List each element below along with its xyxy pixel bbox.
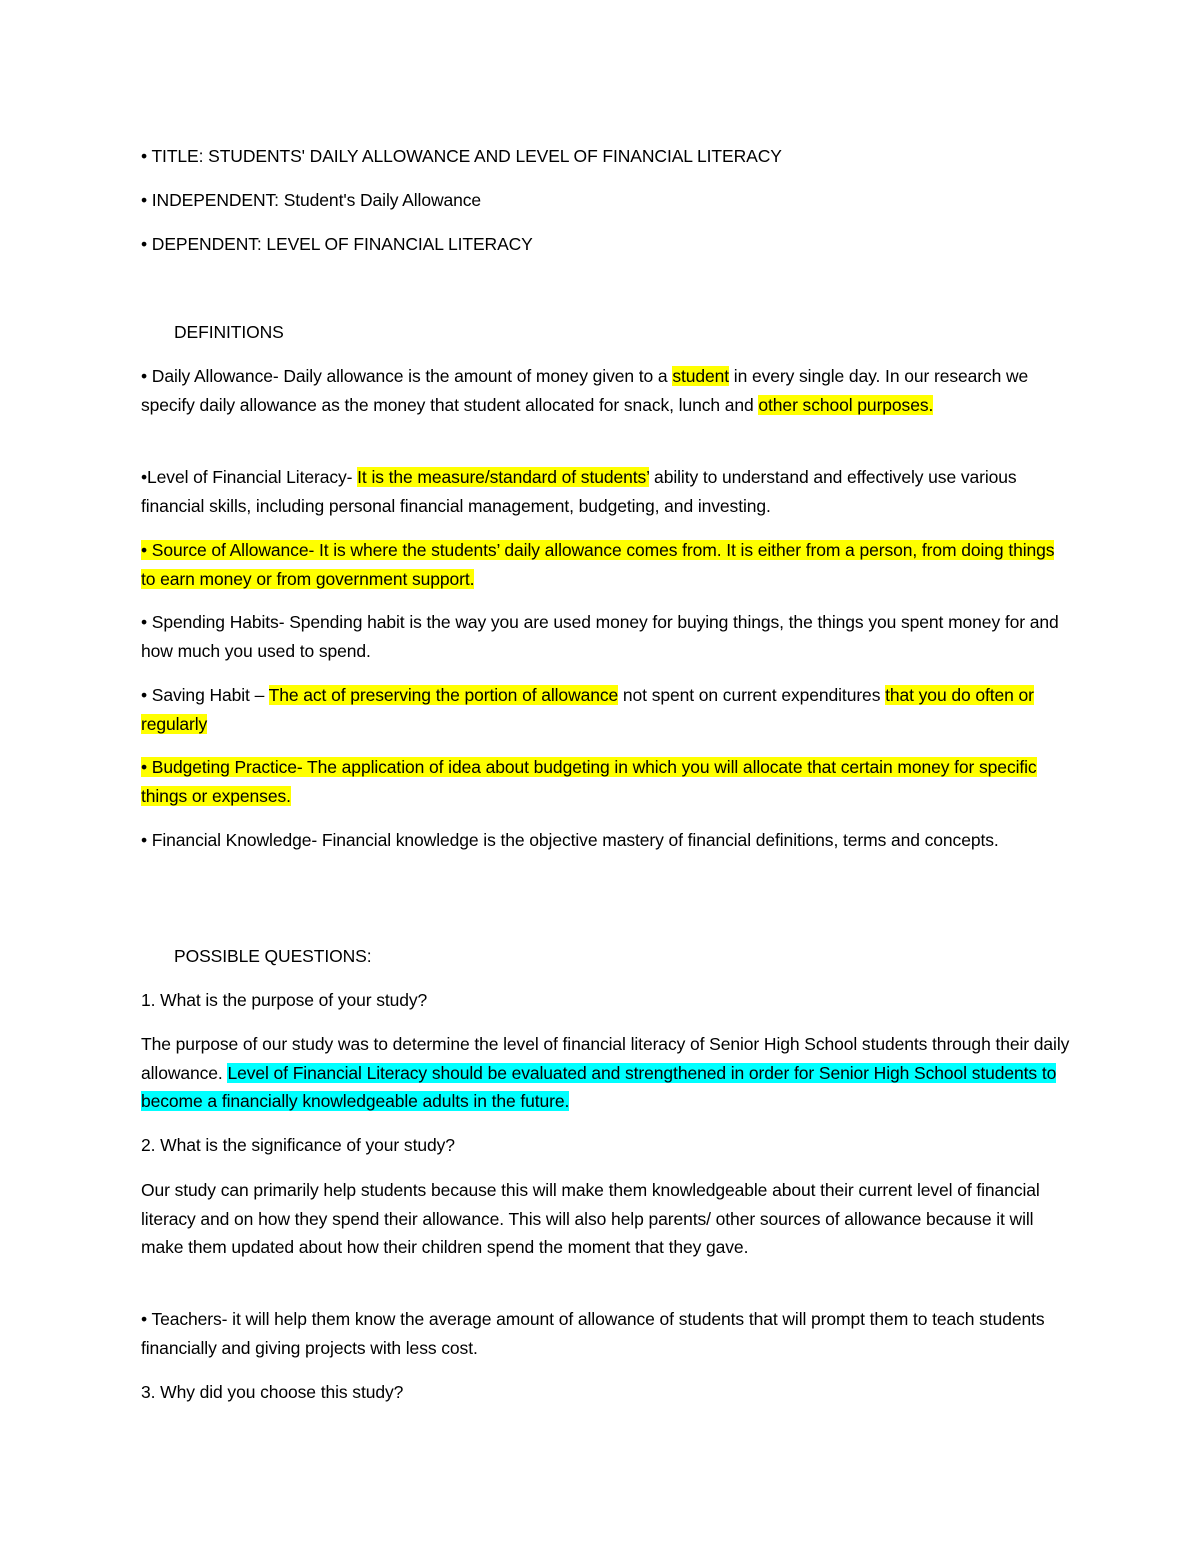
definition-daily-allowance: • Daily Allowance- Daily allowance is the amount of money given to a student in every single day. In our research we specify daily allowance as the money that student allocated for snack, lunch and other school purposes.	[141, 366, 1029, 415]
definition-saving-habit: • Saving Habit – The act of preserving the portion of allowance not spent on current expenditures that you do often or regularly	[141, 685, 1034, 734]
definition-spending-habits: • Spending Habits- Spending habit is the way you are used money for buying things, the things you spent money for and how much you used to spend.	[141, 612, 1059, 661]
answer-2: Our study can primarily help students because this will make them knowledgeable about their current level of financial literacy and on how they spend their allowance. This will also help parents/ other sources of allowance because it will make them updated about how their children spend the moment that they gave.	[141, 1180, 1040, 1258]
definition-knowledge: • Financial Knowledge- Financial knowledge is the objective mastery of financial definitions, terms and concepts.	[141, 830, 999, 850]
definitions-heading: DEFINITIONS	[174, 322, 284, 342]
question-1: 1. What is the purpose of your study?	[141, 990, 428, 1010]
definition-source-allowance: • Source of Allowance- It is where the students’ daily allowance comes from. It is either from a person, from doing things to earn money or from government support.	[141, 540, 1055, 589]
teachers-point: • Teachers- it will help them know the average amount of allowance of students that will prompt them to teach students financially and giving projects with less cost.	[141, 1309, 1045, 1358]
dependent-line: • DEPENDENT: LEVEL OF FINANCIAL LITERACY	[141, 234, 533, 254]
definition-financial-literacy: •Level of Financial Literacy- It is the measure/standard of students’ ability to understand and effectively use various financial skills, including personal financial management, budgeting, and investing.	[141, 467, 1017, 516]
question-2: 2. What is the significance of your study?	[141, 1135, 455, 1155]
definition-budgeting: • Budgeting Practice- The application of idea about budgeting in which you will allocate that certain money for specific things or expenses.	[141, 757, 1037, 806]
question-3: 3. Why did you choose this study?	[141, 1382, 404, 1402]
answer-1: The purpose of our study was to determine the level of financial literacy of Senior High School students through their daily allowance. Level of Financial Literacy should be evaluated and strengthened in order for Senior High School students to become a financially knowledgeable adults in the future.	[141, 1034, 1070, 1112]
questions-heading: POSSIBLE QUESTIONS:	[174, 946, 372, 966]
independent-line: • INDEPENDENT: Student's Daily Allowance	[141, 190, 482, 210]
title-line: • TITLE: STUDENTS' DAILY ALLOWANCE AND LEVEL OF FINANCIAL LITERACY	[141, 146, 782, 166]
